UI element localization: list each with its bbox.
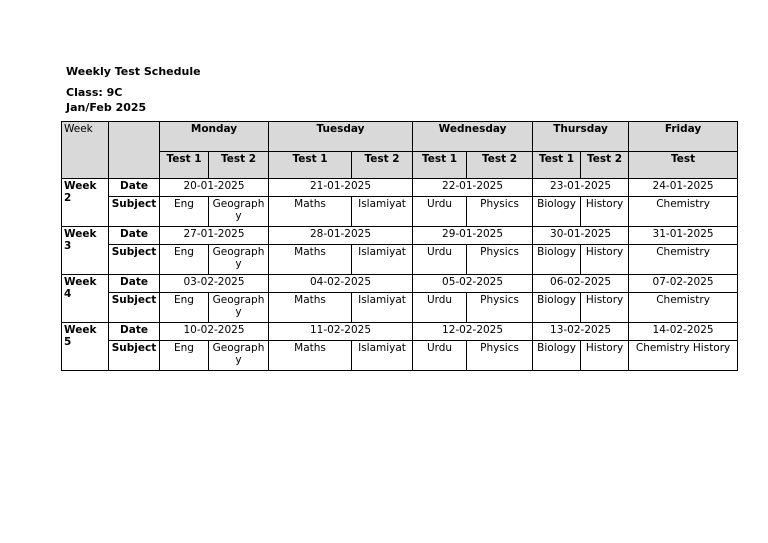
- row-type-column-header: [109, 122, 160, 179]
- subject-cell: Maths: [269, 197, 352, 227]
- date-cell: 23-01-2025: [533, 179, 629, 197]
- date-cell: 22-01-2025: [413, 179, 533, 197]
- subject-row-label: Subject: [109, 197, 160, 227]
- test1-header-thursday: Test 1: [533, 152, 581, 179]
- subject-row-label: Subject: [109, 293, 160, 323]
- subject-cell: Urdu: [413, 341, 467, 371]
- subject-cell: Chemistry: [629, 293, 738, 323]
- subject-cell: Chemistry: [629, 197, 738, 227]
- week-column-header: Week: [62, 122, 109, 179]
- subject-cell: Biology: [533, 245, 581, 275]
- subject-cell: History: [581, 245, 629, 275]
- subject-cell: Maths: [269, 245, 352, 275]
- test1-header-wednesday: Test 1: [413, 152, 467, 179]
- subject-cell: Physics: [467, 341, 533, 371]
- subject-cell: History: [581, 197, 629, 227]
- date-cell: 10-02-2025: [160, 323, 269, 341]
- subject-cell: Geography: [209, 341, 269, 371]
- subject-cell: Eng: [160, 341, 209, 371]
- date-cell: 04-02-2025: [269, 275, 413, 293]
- day-header-tuesday: Tuesday: [269, 122, 413, 152]
- date-cell: 12-02-2025: [413, 323, 533, 341]
- test-header-friday: Test: [629, 152, 738, 179]
- date-cell: 24-01-2025: [629, 179, 738, 197]
- week-label: Week 4: [62, 275, 109, 323]
- day-header-friday: Friday: [629, 122, 738, 152]
- test1-header-monday: Test 1: [160, 152, 209, 179]
- date-cell: 28-01-2025: [269, 227, 413, 245]
- test1-header-tuesday: Test 1: [269, 152, 352, 179]
- date-cell: 14-02-2025: [629, 323, 738, 341]
- subject-cell: History: [581, 341, 629, 371]
- date-cell: 31-01-2025: [629, 227, 738, 245]
- subject-cell: Geography: [209, 293, 269, 323]
- subject-cell: Physics: [467, 293, 533, 323]
- subject-cell: Urdu: [413, 245, 467, 275]
- subject-cell: Physics: [467, 197, 533, 227]
- subject-cell: Urdu: [413, 293, 467, 323]
- subject-cell: Maths: [269, 341, 352, 371]
- date-cell: 21-01-2025: [269, 179, 413, 197]
- date-cell: 03-02-2025: [160, 275, 269, 293]
- schedule-table: [61, 121, 738, 371]
- week-label: Week 5: [62, 323, 109, 371]
- date-row-label: Date: [109, 179, 160, 197]
- week-label: Week 3: [62, 227, 109, 275]
- date-cell: 27-01-2025: [160, 227, 269, 245]
- period-label: Jan/Feb 2025: [66, 101, 147, 114]
- date-cell: 13-02-2025: [533, 323, 629, 341]
- subject-cell: Islamiyat: [352, 197, 413, 227]
- subject-cell: Biology: [533, 197, 581, 227]
- subject-cell: Maths: [269, 293, 352, 323]
- subject-row-label: Subject: [109, 245, 160, 275]
- subject-cell: Eng: [160, 197, 209, 227]
- subject-cell: Eng: [160, 245, 209, 275]
- date-row-label: Date: [109, 275, 160, 293]
- date-row-label: Date: [109, 227, 160, 245]
- subject-cell: Islamiyat: [352, 293, 413, 323]
- subject-cell: Islamiyat: [352, 245, 413, 275]
- class-label: Class: 9C: [66, 86, 123, 99]
- subject-cell: History: [581, 293, 629, 323]
- subject-row-label: Subject: [109, 341, 160, 371]
- day-header-thursday: Thursday: [533, 122, 629, 152]
- date-cell: 07-02-2025: [629, 275, 738, 293]
- subject-cell: Geography: [209, 245, 269, 275]
- date-row-label: Date: [109, 323, 160, 341]
- subject-cell: Physics: [467, 245, 533, 275]
- test2-header-monday: Test 2: [209, 152, 269, 179]
- subject-cell: Eng: [160, 293, 209, 323]
- day-header-monday: Monday: [160, 122, 269, 152]
- date-cell: 06-02-2025: [533, 275, 629, 293]
- test2-header-thursday: Test 2: [581, 152, 629, 179]
- subject-cell: Geography: [209, 197, 269, 227]
- date-cell: 11-02-2025: [269, 323, 413, 341]
- page-title: Weekly Test Schedule: [66, 65, 201, 78]
- subject-cell: Biology: [533, 341, 581, 371]
- subject-cell: Biology: [533, 293, 581, 323]
- day-header-wednesday: Wednesday: [413, 122, 533, 152]
- date-cell: 05-02-2025: [413, 275, 533, 293]
- date-cell: 30-01-2025: [533, 227, 629, 245]
- date-cell: 20-01-2025: [160, 179, 269, 197]
- subject-cell: Islamiyat: [352, 341, 413, 371]
- subject-cell: Urdu: [413, 197, 467, 227]
- subject-cell: Chemistry: [629, 245, 738, 275]
- date-cell: 29-01-2025: [413, 227, 533, 245]
- subject-cell: Chemistry History: [629, 341, 738, 371]
- test2-header-tuesday: Test 2: [352, 152, 413, 179]
- week-label: Week 2: [62, 179, 109, 227]
- test2-header-wednesday: Test 2: [467, 152, 533, 179]
